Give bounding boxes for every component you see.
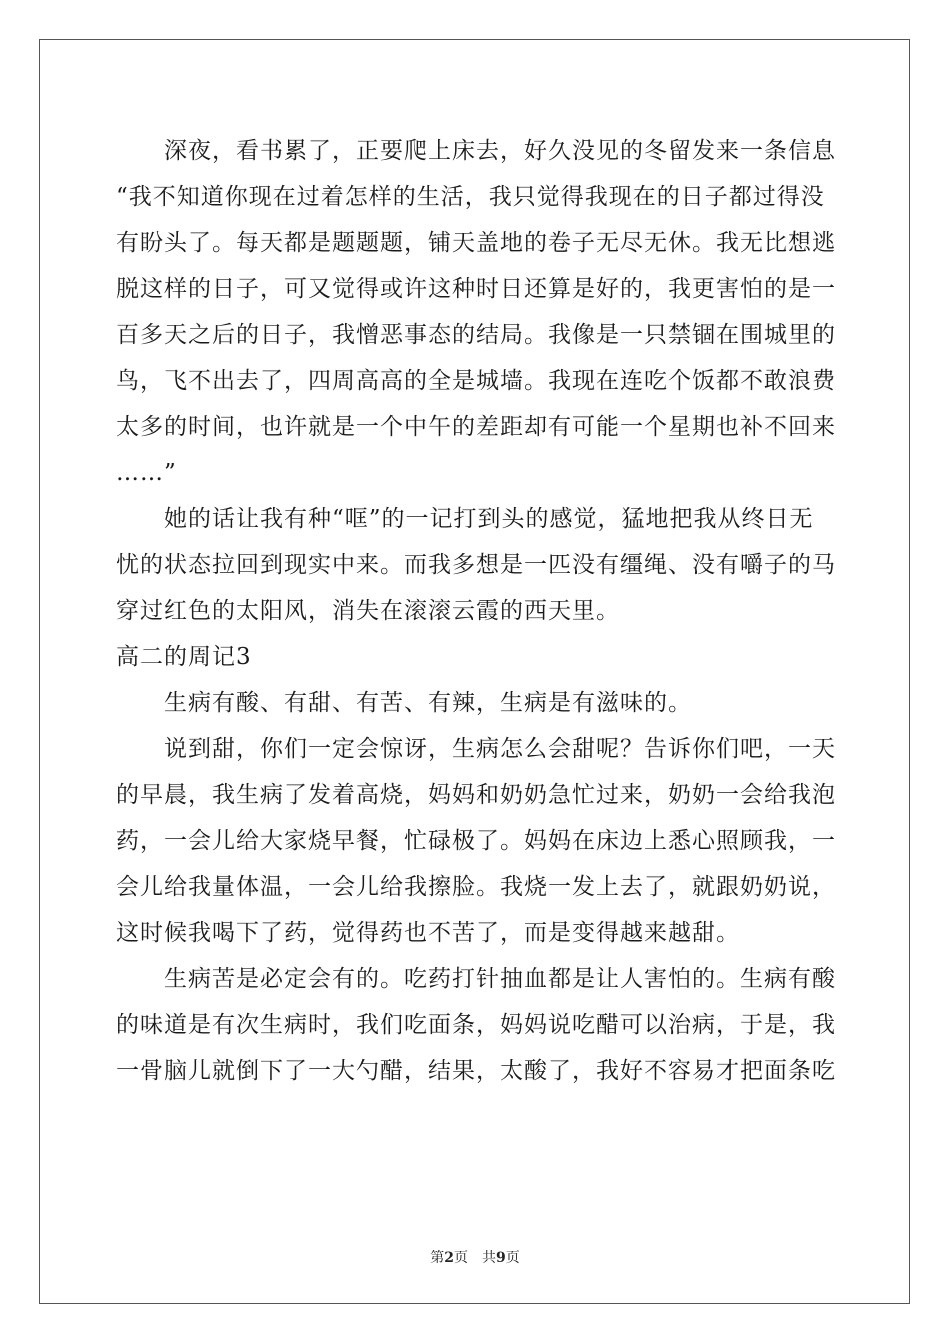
page-footer [0, 1247, 950, 1267]
footer-total-unit: 页 [505, 1250, 520, 1266]
text-line: 穿过红色的太阳风，消失在滚滚云霞的西天里。 [116, 598, 620, 624]
text-line: 太多的时间，也许就是一个中午的差距却有可能一个星期也补不回来 [116, 414, 836, 440]
footer-page-total: 9 [496, 1250, 506, 1266]
text-line: 鸟，飞不出去了，四周高高的全是城墙。我现在连吃个饭都不敢浪费 [116, 368, 836, 394]
text-line: 百多天之后的日子，我憎恶事态的结局。我像是一只禁锢在围城里的 [116, 322, 836, 348]
text-line: 的味道是有次生病时，我们吃面条，妈妈说吃醋可以治病，于是，我 [116, 1012, 836, 1038]
section-heading: 高二的周记3 [116, 644, 252, 670]
footer-page-prefix: 第 [430, 1250, 445, 1266]
footer-total-prefix: 共 [482, 1250, 496, 1266]
text-line: 深夜，看书累了，正要爬上床去，好久没见的冬留发来一条信息 [164, 138, 836, 164]
text-line: 药，一会儿给大家烧早餐，忙碌极了。妈妈在床边上悉心照顾我，一 [116, 828, 836, 854]
text-line: 生病苦是必定会有的。吃药打针抽血都是让人害怕的。生病有酸 [164, 966, 836, 992]
text-line: 一骨脑儿就倒下了一大勺醋，结果，太酸了，我好不容易才把面条吃 [116, 1058, 836, 1084]
paragraph-1 [116, 128, 834, 496]
paragraph-4 [116, 726, 834, 956]
footer-page-current: 2 [444, 1250, 454, 1266]
paragraph-3 [116, 680, 834, 726]
document-body [116, 128, 834, 1094]
text-line: “我不知道你现在过着怎样的生活，我只觉得我现在的日子都过得没 [116, 184, 825, 210]
paragraph-2 [116, 496, 834, 634]
paragraph-5 [116, 956, 834, 1094]
text-line: 她的话让我有种“哐”的一记打到头的感觉，猛地把我从终日无 [164, 506, 814, 532]
text-line: 这时候我喝下了药，觉得药也不苦了，而是变得越来越甜。 [116, 920, 740, 946]
text-line: 说到甜，你们一定会惊讶，生病怎么会甜呢？告诉你们吧，一天 [164, 736, 836, 762]
text-line: 生病有酸、有甜、有苦、有辣，生病是有滋味的。 [164, 690, 692, 716]
text-line: 忧的状态拉回到现实中来。而我多想是一匹没有缰绳、没有嚼子的马 [116, 552, 836, 578]
text-line: 的早晨，我生病了发着高烧，妈妈和奶奶急忙过来，奶奶一会给我泡 [116, 782, 836, 808]
text-line: 会儿给我量体温，一会儿给我擦脸。我烧一发上去了，就跟奶奶说， [116, 874, 836, 900]
footer-page-unit: 页 [454, 1250, 468, 1266]
text-line: ……” [116, 460, 177, 486]
text-line: 脱这样的日子，可又觉得或许这种时日还算是好的，我更害怕的是一 [116, 276, 836, 302]
text-line: 有盼头了。每天都是题题题，铺天盖地的卷子无尽无休。我无比想逃 [116, 230, 836, 256]
